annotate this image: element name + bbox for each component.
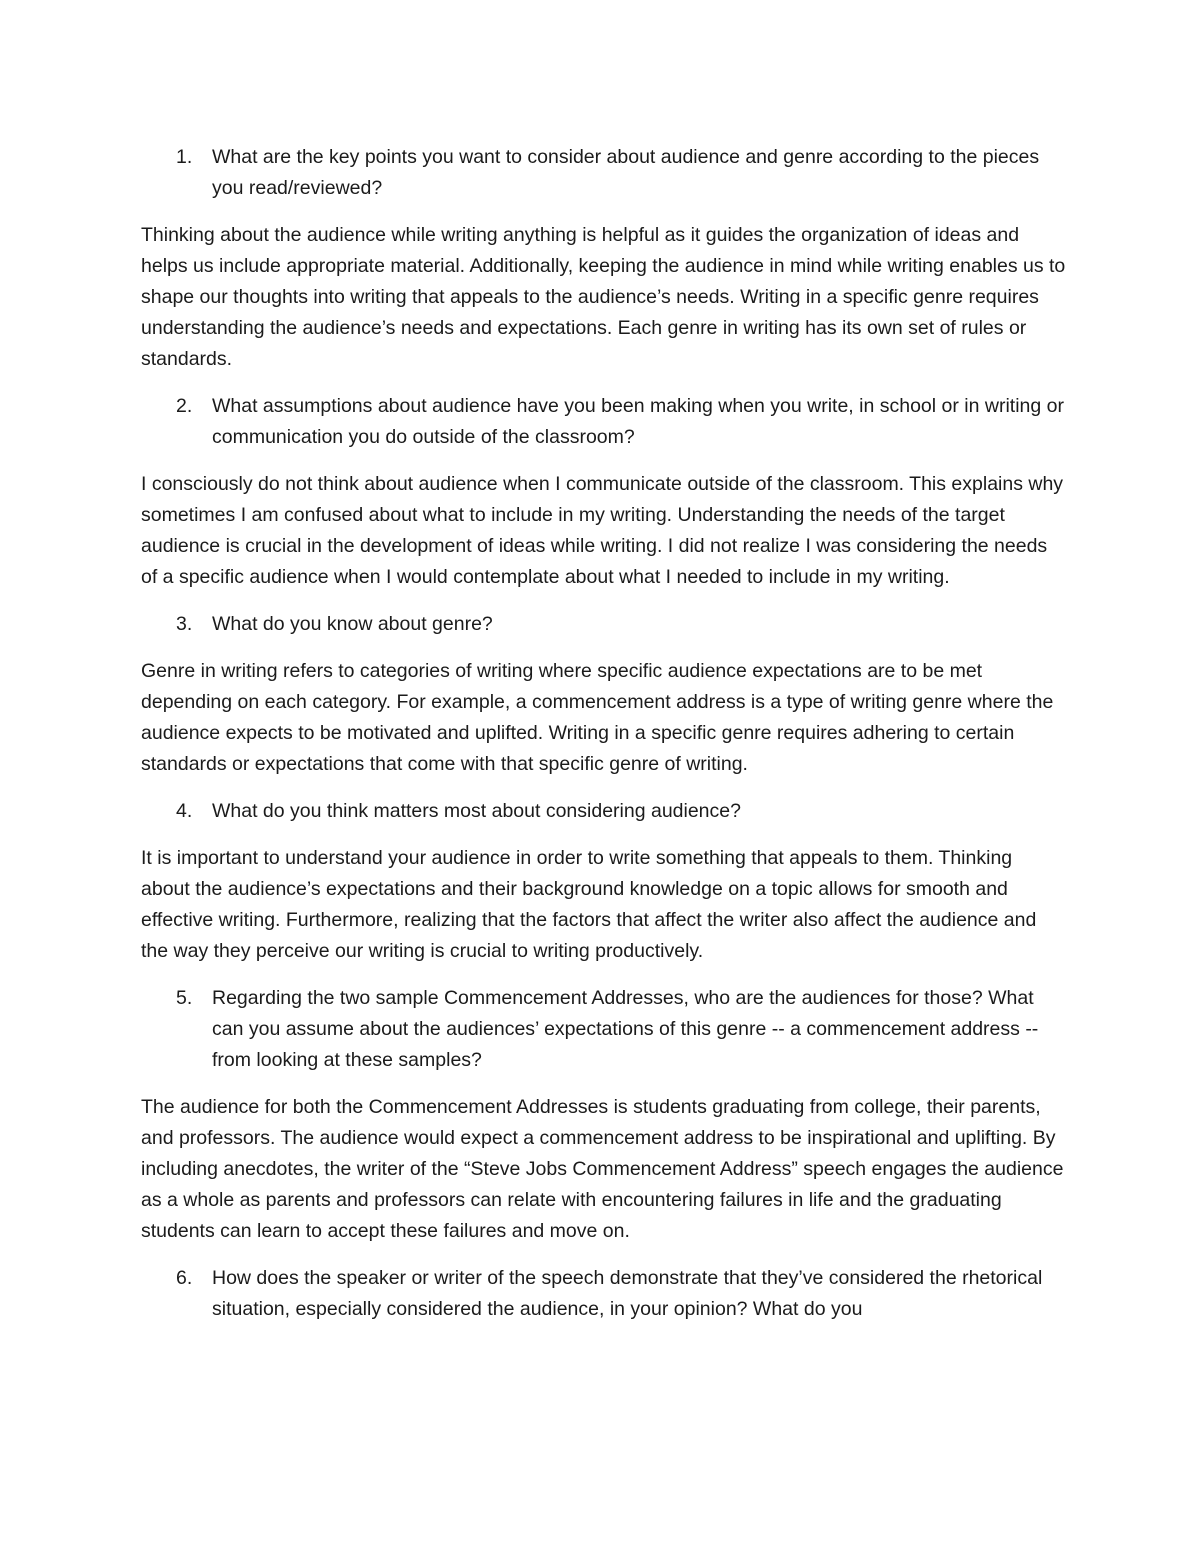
- qa-item-6: [141, 1263, 1066, 1325]
- question-2: [141, 391, 1066, 453]
- answer-4: It is important to understand your audience in order to write something that appeals to them. Thinking about the audience’s expectations and their background knowledge on a topic allows for smooth and effective writing. Furthermore, realizing that the factors that affect the writer also affect the audience and the way they perceive our writing is crucial to writing productively.: [141, 847, 1037, 962]
- question-number: 3.: [176, 613, 193, 635]
- question-1: [141, 142, 1066, 204]
- answer-2: I consciously do not think about audience when I communicate outside of the classroom. This explains why sometimes I am confused about what to include in my writing. Understanding the needs of the target audience is crucial in the development of ideas while writing. I did not realize I was considering the needs of a specific audience when I would contemplate about what I needed to include in my writing.: [141, 473, 1064, 588]
- qa-item-1: [141, 142, 1066, 375]
- question-5: [141, 983, 1066, 1076]
- qa-item-3: [141, 609, 1066, 780]
- question-6: [141, 1263, 1066, 1325]
- question-text: How does the speaker or writer of the speech demonstrate that they’ve considered the rhetorical situation, especially considered the audience, in your opinion? What do you: [212, 1267, 1043, 1320]
- qa-item-5: [141, 983, 1066, 1247]
- question-4: [141, 796, 1066, 827]
- question-number: 6.: [176, 1267, 193, 1289]
- question-number: 2.: [176, 395, 193, 417]
- answer-5: The audience for both the Commencement Addresses is students graduating from college, their parents, and professors. The audience would expect a commencement address to be inspirational and uplifting. By including anecdotes, the writer of the “Steve Jobs Commencement Address” speech engages the audience as a whole as parents and professors can relate with encountering failures in life and the graduating students can learn to accept these failures and move on.: [141, 1096, 1064, 1242]
- question-text: What do you think matters most about considering audience?: [212, 800, 741, 822]
- question-3: [141, 609, 1066, 640]
- question-text: Regarding the two sample Commencement Addresses, who are the audiences for those? What can you assume about the audiences’ expectations of this genre -- a commencement address -- from looking at these samples?: [212, 987, 1039, 1071]
- document-page: [141, 142, 1066, 1341]
- qa-item-2: [141, 391, 1066, 593]
- question-text: What assumptions about audience have you been making when you write, in school or in writing or communication you do outside of the classroom?: [212, 395, 1064, 448]
- question-text: What do you know about genre?: [212, 613, 493, 635]
- answer-3: Genre in writing refers to categories of writing where specific audience expectations are to be met depending on each category. For example, a commencement address is a type of writing genre where the audience expects to be motivated and uplifted. Writing in a specific genre requires adhering to certain standards or expectations that come with that specific genre of writing.: [141, 660, 1054, 775]
- answer-1: Thinking about the audience while writing anything is helpful as it guides the organization of ideas and helps us include appropriate material. Additionally, keeping the audience in mind while writing enables us to shape our thoughts into writing that appeals to the audience’s needs. Writing in a specific genre requires understanding the audience’s needs and expectations. Each genre in writing has its own set of rules or standards.: [141, 224, 1066, 370]
- question-number: 5.: [176, 987, 193, 1009]
- qa-item-4: [141, 796, 1066, 967]
- question-number: 4.: [176, 800, 193, 822]
- question-number: 1.: [176, 146, 193, 168]
- question-text: What are the key points you want to consider about audience and genre according to the pieces you read/reviewed?: [212, 146, 1040, 199]
